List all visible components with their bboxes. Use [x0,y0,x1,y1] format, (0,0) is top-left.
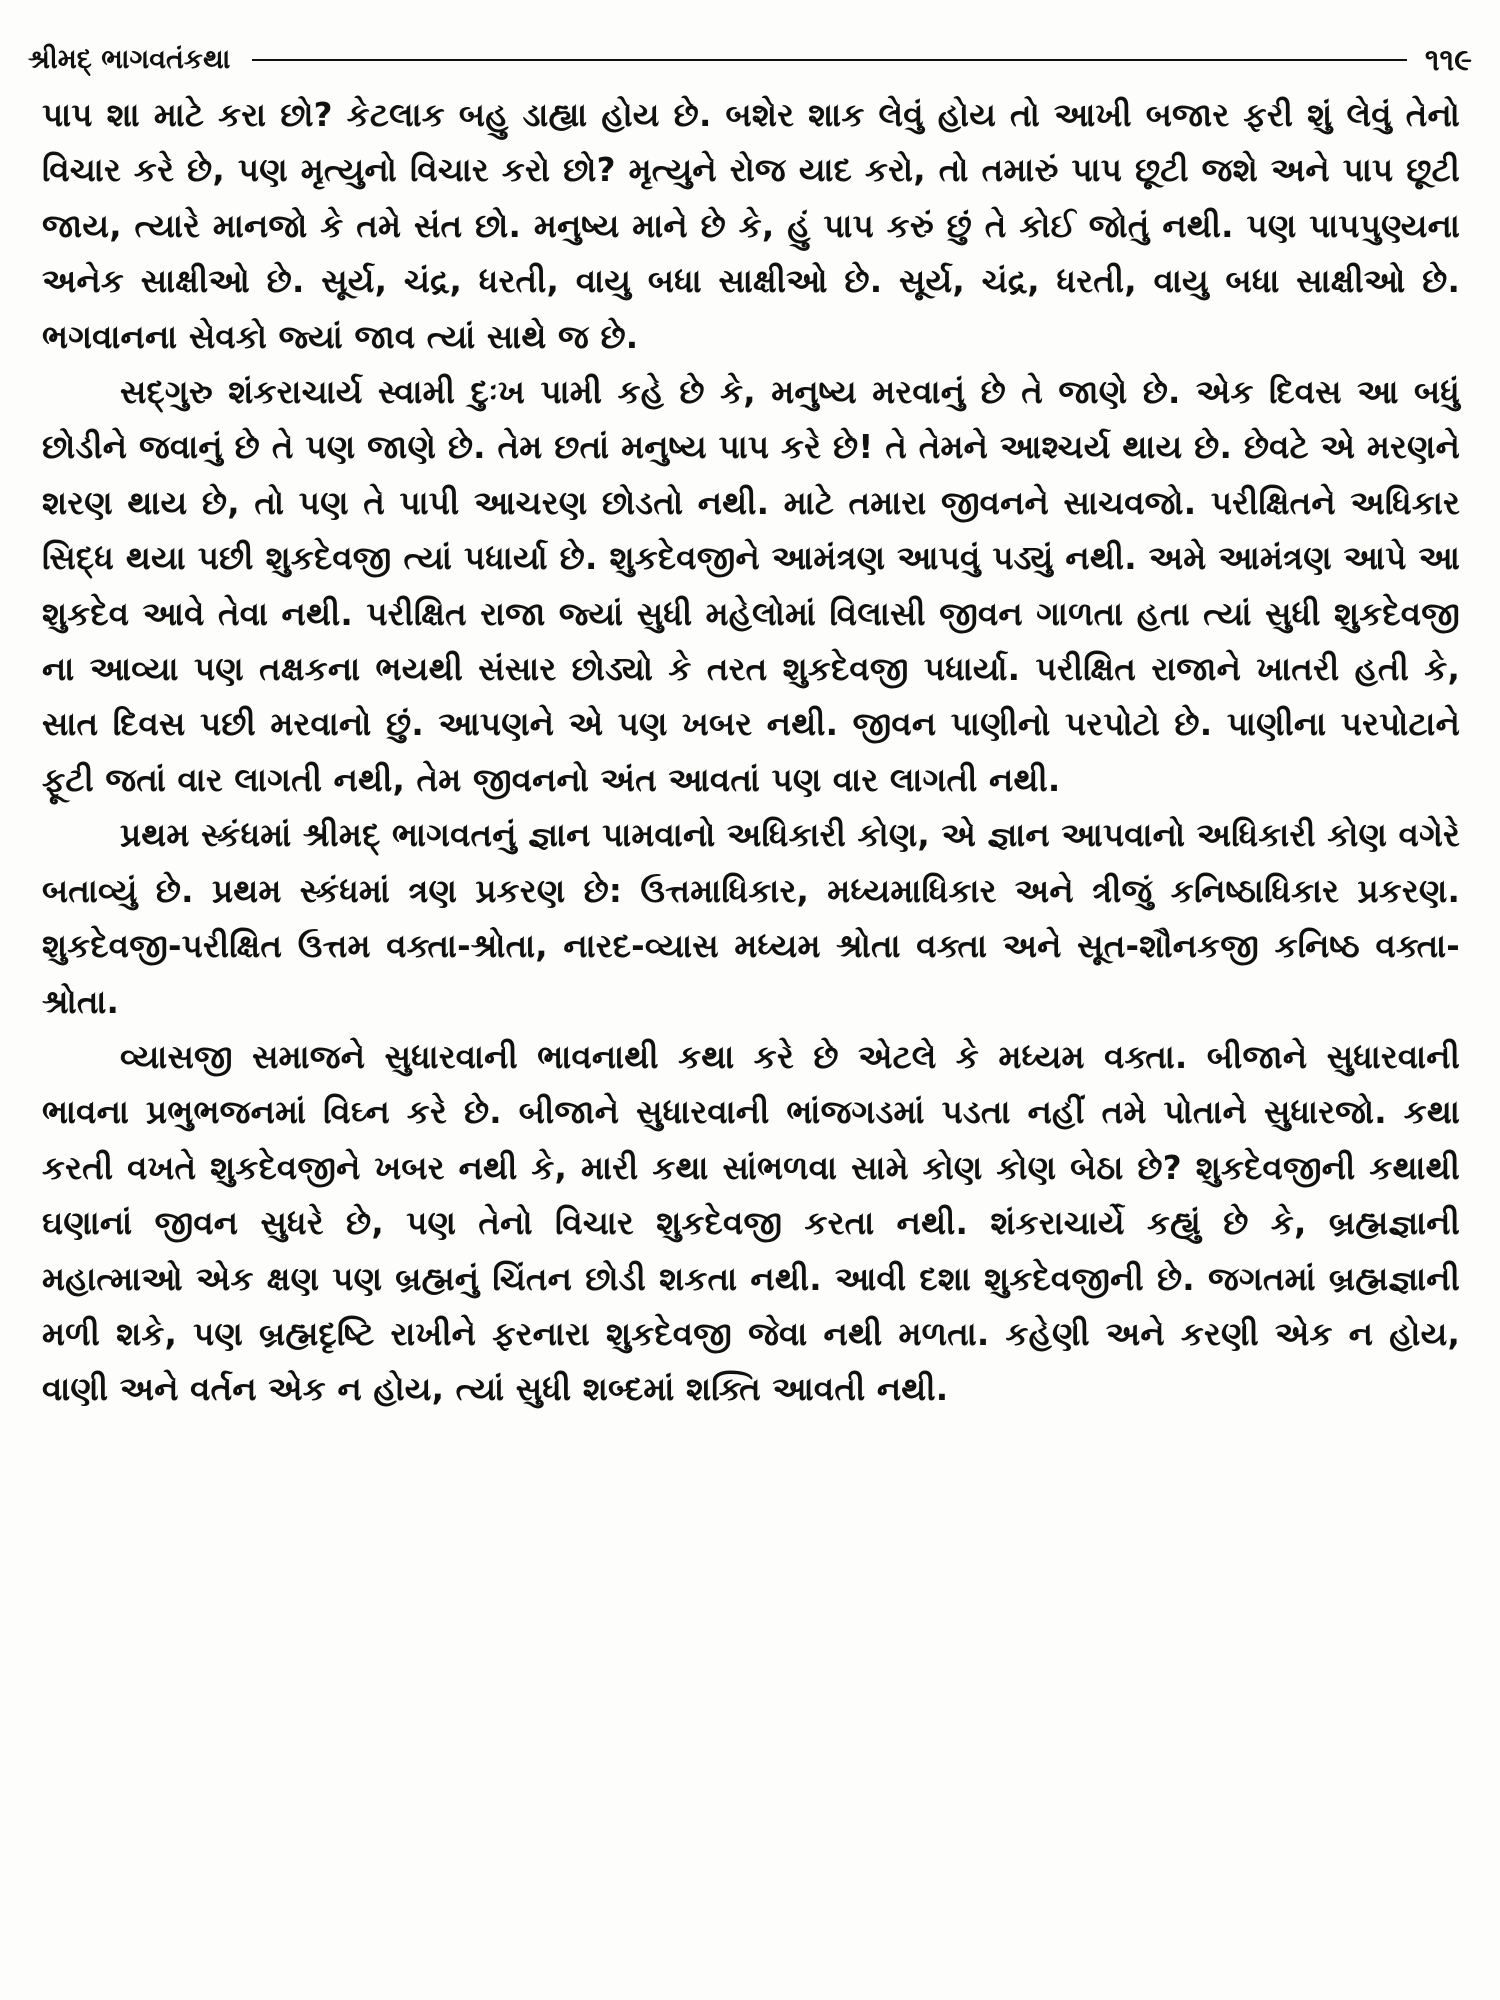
page-number: ૧૧૯ [1424,42,1472,78]
paragraph: વ્યાસજી સમાજને સુધારવાની ભાવનાથી કથા કરે છે એટલે કે મધ્યમ વક્તા. બીજાને સુધારવાની ભાવના પ્રભુભજનમાં વિઘ્ન કરે છે. બીજાને સુધારવાની ભાંજગડમાં પડતા નહીં તમે પોતાને સુધારજો. કથા કરતી વખતે શુકદેવજીને ખબર નથી કે, મારી કથા સાંભળવા સામે કોણ કોણ બેઠા છે? શુકદેવજીની કથાથી ઘણાનાં જીવન સુધરે છે, પણ તેનો વિચાર શુકદેવજી કરતા નથી. શંકરાચાર્યે કહ્યું છે કે, બ્રહ્મજ્ઞાની મહાત્માઓ એક ક્ષણ પણ બ્રહ્મનું ચિંતન છોડી શકતા નથી. આવી દશા શુકદેવજીની છે. જગતમાં બ્રહ્મજ્ઞાની મળી શકે, પણ બ્રહ્મદૃષ્ટિ રાખીને ફરનારા શુકદેવજી જેવા નથી મળતા. કહેણી અને કરણી એક ન હોય, વાણી અને વર્તન એક ન હોય, ત્યાં સુધી શબ્દમાં શક્તિ આવતી નથી. [42,1037,1460,1409]
paragraph: સદ્ગુરુ શંકરાચાર્ય સ્વામી દુઃખ પામી કહે છે કે, મનુષ્ય મરવાનું છે તે જાણે છે. એક દિવસ આ બધું છોડીને જવાનું છે તે પણ જાણે છે. તેમ છતાં મનુષ્ય પાપ કરે છે! તે તેમને આશ્ચર્ય થાય છે. છેવટે એ મરણને શરણ થાય છે, તો પણ તે પાપી આચરણ છોડતો નથી. માટે તમારા જીવનને સાચવજો. પરીક્ષિતને અધિકાર સિદ્ધ થયા પછી શુકદેવજી ત્યાં પધાર્યા છે. શુકદેવજીને આમંત્રણ આપવું પડ્યું નથી. અમે આમંત્રણ આપે આ શુકદેવ આવે તેવા નથી. પરીક્ષિત રાજા જ્યાં સુધી મહેલોમાં વિલાસી જીવન ગાળતા હતા ત્યાં સુધી શુકદેવજી ના આવ્યા પણ તક્ષકના ભયથી સંસાર છોડ્યો કે તરત શુકદેવજી પધાર્યા. પરીક્ષિત રાજાને ખાતરી હતી કે, સાત દિવસ પછી મરવાનો છું. આપણને એ પણ ખબર નથી. જીવન પાણીનો પરપોટો છે. પાણીના પરપોટાને ફૂટી જતાં વાર લાગતી નથી, તેમ જીવનનો અંત આવતાં પણ વાર લાગતી નથી. [42,373,1460,799]
book-title: શ્રીમદ્ ભાગવતંકથા [28,44,231,75]
paragraph: પ્રથમ સ્કંધમાં શ્રીમદ્ ભાગવતનું જ્ઞાન પામવાનો અધિકારી કોણ, એ જ્ઞાન આપવાનો અધિકારી કોણ વગેરે બતાવ્યું છે. પ્રથમ સ્કંધમાં ત્રણ પ્રકરણ છે: ઉત્તમાધિકાર, મધ્યમાધિકાર અને ત્રીજું કનિષ્ઠાધિકાર પ્રકરણ. શુકદેવજી-પરીક્ષિત ઉત્તમ વક્તા-શ્રોતા, નારદ-વ્યાસ મધ્યમ શ્રોતા વક્તા અને સૂત-શૌનકજી કનિષ્ઠ વક્તા-શ્રોતા. [42,816,1460,1021]
paragraph: પાપ શા માટે કરા છો? કેટલાક બહુ ડાહ્યા હોય છે. બશેર શાક લેવું હોય તો આખી બજાર ફરી શું લેવું તેનો વિચાર કરે છે, પણ મૃત્યુનો વિચાર કરો છો? મૃત્યુને રોજ યાદ કરો, તો તમારું પાપ છૂટી જશે અને પાપ છૂટી જાય, ત્યારે માનજો કે તમે સંત છો. મનુષ્ય માને છે કે, હું પાપ કરું છું તે કોઈ જોતું નથી. પણ પાપપુણ્યના અનેક સાક્ષીઓ છે. સૂર્ય, ચંદ્ર, ધરતી, વાયુ બધા સાક્ષીઓ છે. સૂર્ય, ચંદ્ર, ધરતી, વાયુ બધા સાક્ષીઓ છે. ભગવાનના સેવકો જ્યાં જાવ ત્યાં સાથે જ છે. [42,96,1460,356]
body-text [42,88,1460,1418]
running-header [28,36,1472,84]
header-rule [252,59,1407,61]
